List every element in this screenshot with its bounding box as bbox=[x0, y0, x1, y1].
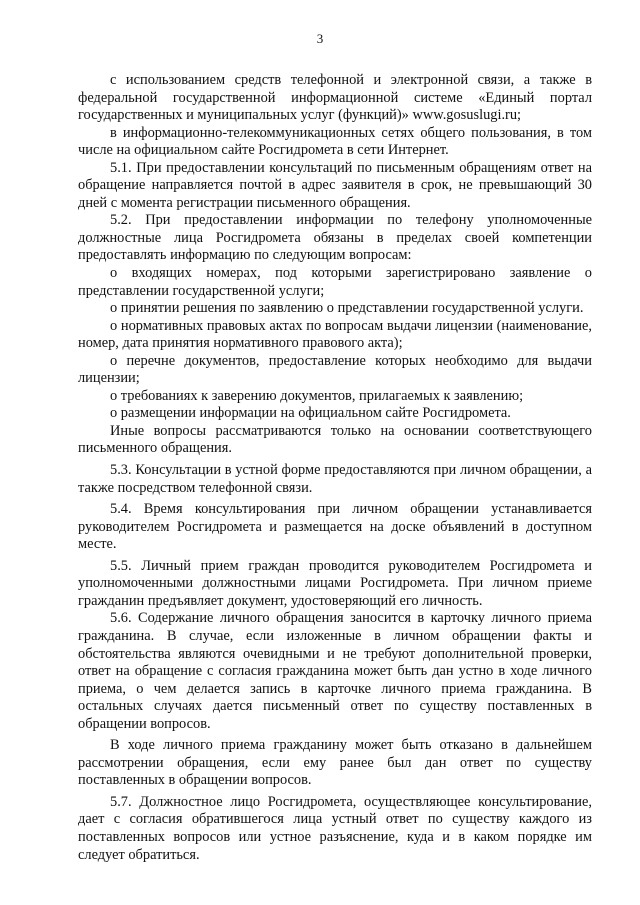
paragraph-5-6: 5.6. Содержание личного обращения заносится в карточку личного приема гражданина. В случае, если изложенные в личном обращении факты и обстоятельства являются очевидными и не требуют дополнительной проверки, ответ на обращение с согласия гражданина может быть дан устно в ходе личного приема, о чем делается запись в карточке личного приема гражданина. В остальных случаях дается письменный ответ по существу поставленных в обращении вопросов. bbox=[78, 610, 592, 732]
paragraph-5-7: 5.7. Должностное лицо Росгидромета, осуществляющее консультирование, дает с согласия обратившегося лица устный ответ по существу каждого из поставленных вопросов или устное разъяснение, куда и в каком порядке им следует обратиться. bbox=[78, 793, 592, 863]
paragraph-5-3: 5.3. Консультации в устной форме предоставляются при личном обращении, а также посредством телефонной связи. bbox=[78, 462, 592, 496]
page-number: 3 bbox=[316, 31, 324, 46]
list-item-certification-requirements: о требованиях к заверению документов, прилагаемых к заявлению; bbox=[110, 387, 524, 404]
paragraph-5-2: 5.2. При предоставлении информации по телефону уполномоченные должностные лица Росгидромета обязаны в пределах своей компетенции предоставлять информацию по следующим вопросам: bbox=[78, 212, 592, 264]
paragraph-5-4: 5.4. Время консультирования при личном обращении устанавливается руководителем Росгидромета и размещается на доске объявлений в доступном месте. bbox=[78, 501, 592, 553]
list-item-incoming-numbers: о входящих номерах, под которыми зарегистрировано заявление о представлении государственной услуги; bbox=[78, 265, 592, 299]
paragraph-refusal: В ходе личного приема гражданину может быть отказано в дальнейшем рассмотрении обращения, если ему ранее был дан ответ по существу поставленных в обращении вопросов. bbox=[78, 737, 592, 789]
list-item-website-info: о размещении информации на официальном сайте Росгидромета. bbox=[110, 405, 511, 422]
paragraph-communication-channels: с использованием средств телефонной и электронной связи, а также в федеральной государственной информационной системе «Единый портал государственных и муниципальных услуг (функций)» www.gosuslugi.ru; bbox=[78, 72, 592, 124]
paragraph-other-questions: Иные вопросы рассматриваются только на основании соответствующего письменного обращения. bbox=[78, 422, 592, 457]
list-item-normative-acts: о нормативных правовых актах по вопросам выдачи лицензии (наименование, номер, дата принятия нормативного правового акта); bbox=[78, 317, 592, 352]
document-body bbox=[78, 72, 592, 864]
paragraph-5-5: 5.5. Личный прием граждан проводится руководителем Росгидромета и уполномоченными должностными лицами Росгидромета. При личном приеме гражданин предъявляет документ, удостоверяющий его личность. bbox=[78, 557, 592, 609]
list-item-document-list: о перечне документов, предоставление которых необходимо для выдачи лицензии; bbox=[78, 352, 592, 387]
paragraph-5-1: 5.1. При предоставлении консультаций по письменным обращениям ответ на обращение направляется почтой в адрес заявителя в срок, не превышающий 30 дней с момента регистрации письменного обращения. bbox=[78, 159, 592, 211]
paragraph-internet-networks: в информационно-телекоммуникационных сетях общего пользования, в том числе на официальном сайте Росгидромета в сети Интернет. bbox=[78, 124, 592, 159]
list-item-decision: о принятии решения по заявлению о представлении государственной услуги. bbox=[110, 300, 584, 317]
